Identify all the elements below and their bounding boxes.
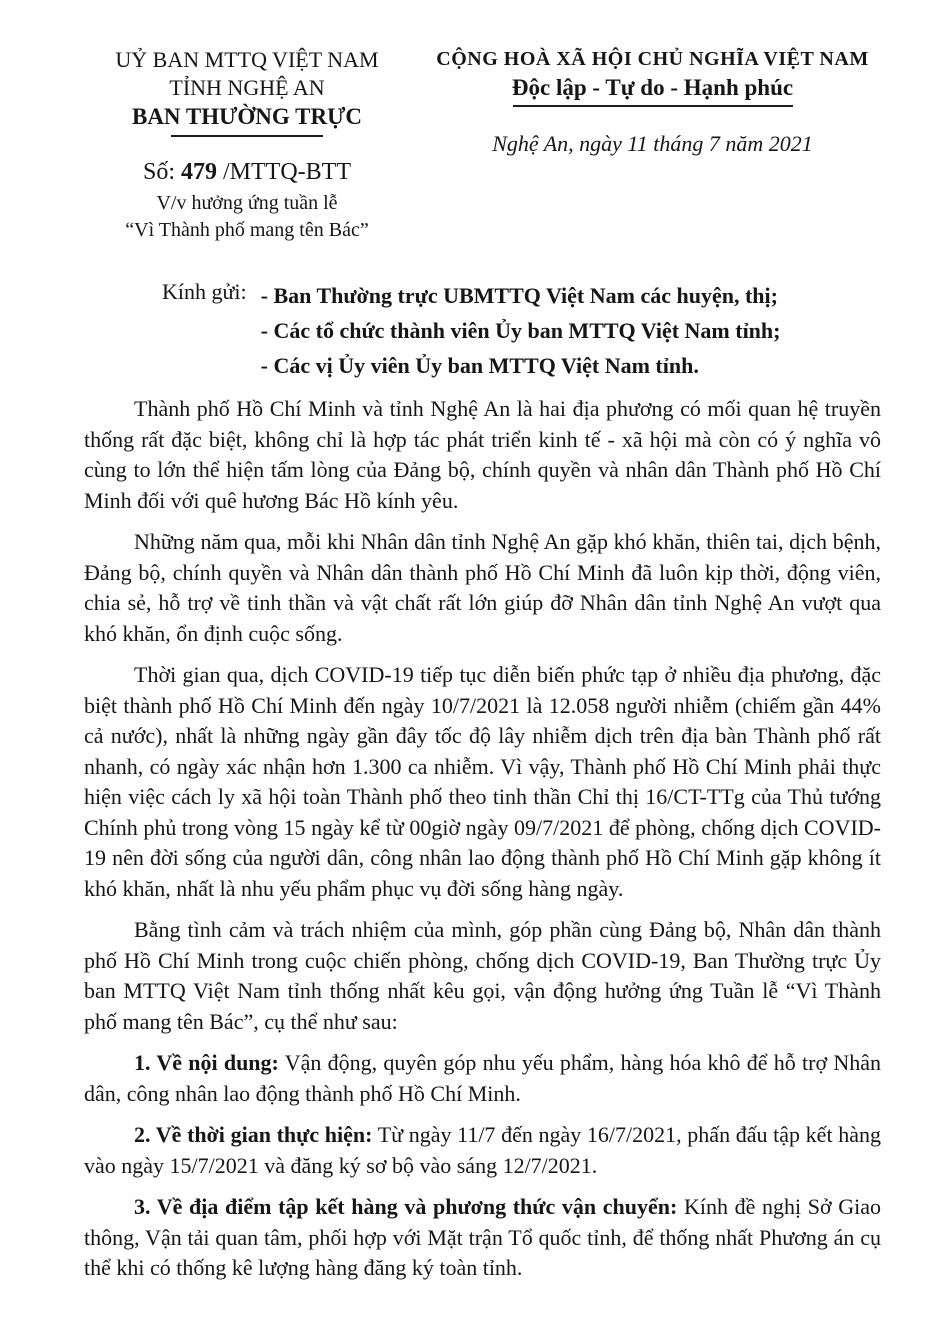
national-motto-line1: CỘNG HOÀ XÃ HỘI CHỦ NGHĨA VIỆT NAM xyxy=(436,48,869,70)
body-paragraph: Bằng tình cảm và trách nhiệm của mình, góp phần cùng Đảng bộ, Nhân dân thành phố Hồ Chí Minh trong cuộc chiến phòng, chống dịch COVID-19, Ban Thường trực Ủy ban MTTQ Việt Nam tỉnh thống nhất kêu gọi, vận động hưởng ứng Tuần lễ “Vì Thành phố mang tên Bác”, cụ thể như sau: xyxy=(84,917,881,1034)
numbered-item-1-label: 1. Về nội dung: xyxy=(134,1050,279,1075)
numbered-item-2 xyxy=(84,1120,881,1181)
motto-underline-rule xyxy=(513,105,793,107)
body-paragraph: Những năm qua, mỗi khi Nhân dân tỉnh Nghệ An gặp khó khăn, thiên tai, dịch bệnh, Đảng bộ, chính quyền và Nhân dân thành phố Hồ Chí Minh đã luôn kịp thời, động viên, chia sẻ, hỗ trợ về tinh thần và vật chất rất lớn giúp đỡ Nhân dân tỉnh Nghệ An vượt qua khó khăn, ổn định cuộc sống. xyxy=(84,529,881,646)
numbered-item-1 xyxy=(84,1048,881,1109)
document-subject-line2: “Vì Thành phố mang tên Bác” xyxy=(125,219,369,241)
numbered-item-2-label: 2. Về thời gian thực hiện: xyxy=(134,1122,373,1147)
org-name-line3: BAN THƯỜNG TRỰC xyxy=(131,104,363,129)
place-date-line: Nghệ An, ngày 11 tháng 7 năm 2021 xyxy=(492,131,813,156)
body-paragraph: Thời gian qua, dịch COVID-19 tiếp tục diễn biến phức tạp ở nhiều địa phương, đặc biệt thành phố Hồ Chí Minh đến ngày 10/7/2021 là 12.058 người nhiễm (chiếm gần 44% cả nước), nhất là những ngày gần đây tốc độ lây nhiễm dịch trên địa bàn Thành phố rất nhanh, có ngày xác nhận hơn 1.300 ca nhiễm. Vì vậy, Thành phố Hồ Chí Minh phải thực hiện việc cách ly xã hội toàn Thành phố theo tinh thần Chỉ thị 16/CT-TTg của Thủ tướng Chính phủ trong vòng 15 ngày kể từ 00giờ ngày 09/7/2021 để phòng, chống dịch COVID-19 nên đời sống của người dân, công nhân lao động thành phố Hồ Chí Minh gặp không ít khó khăn, nhất là nhu yếu phẩm phục vụ đời sống hàng ngày. xyxy=(84,662,881,901)
document-number-suffix: /MTTQ-BTT xyxy=(223,159,351,185)
issuing-org-block xyxy=(78,46,416,244)
national-motto-line2: Độc lập - Tự do - Hạnh phúc xyxy=(511,75,794,100)
document-number-value: 479 xyxy=(181,159,218,185)
numbered-item-2-text: Từ ngày 11/7 đến ngày 16/7/2021, phấn đấu tập kết hàng vào ngày 15/7/2021 và đăng ký sơ bộ vào sáng 12/7/2021. xyxy=(84,1122,881,1178)
document-header xyxy=(84,46,881,244)
org-name-line1: UỶ BAN MTTQ VIỆT NAM xyxy=(115,47,379,72)
recipient-item: - Ban Thường trực UBMTTQ Việt Nam các huyện, thị; xyxy=(260,283,778,308)
national-header-block xyxy=(416,46,881,157)
numbered-item-3-text: Kính đề nghị Sở Giao thông, Vận tải quan tâm, phối hợp với Mặt trận Tổ quốc tỉnh, để thống nhất Phương án cụ thể khi có thống kê lượng hàng đăng ký toàn tỉnh. xyxy=(84,1194,881,1280)
document-number-prefix: Số: xyxy=(143,159,176,185)
numbered-item-1-text: Vận động, quyên góp nhu yếu phẩm, hàng hóa khô để hỗ trợ Nhân dân, công nhân lao động thành phố Hồ Chí Minh. xyxy=(84,1050,882,1106)
numbered-item-3-label: 3. Về địa điểm tập kết hàng và phương thức vận chuyển: xyxy=(134,1194,678,1219)
recipients-list xyxy=(261,278,781,383)
recipient-item: - Các vị Ủy viên Ủy ban MTTQ Việt Nam tỉnh. xyxy=(260,353,699,378)
document-number-line xyxy=(78,159,416,186)
document-subject-line1: V/v hưởng ứng tuần lễ xyxy=(156,192,338,214)
numbered-item-3 xyxy=(84,1192,881,1284)
recipients-label: Kính gửi: xyxy=(162,279,247,304)
body-paragraph: Thành phố Hồ Chí Minh và tỉnh Nghệ An là hai địa phương có mối quan hệ truyền thống rất đặc biệt, không chỉ là hợp tác phát triển kinh tế - xã hội mà còn có ý nghĩa vô cùng to lớn thể hiện tấm lòng của Đảng bộ, chính quyền và nhân dân Thành phố Hồ Chí Minh đối với quê hương Bác Hồ kính yêu. xyxy=(84,396,881,513)
recipients-block xyxy=(162,278,881,383)
org-name-line2: TỈNH NGHỆ AN xyxy=(169,75,325,100)
recipient-item: - Các tổ chức thành viên Ủy ban MTTQ Việt Nam tỉnh; xyxy=(260,318,781,343)
org-underline-rule xyxy=(171,135,323,137)
